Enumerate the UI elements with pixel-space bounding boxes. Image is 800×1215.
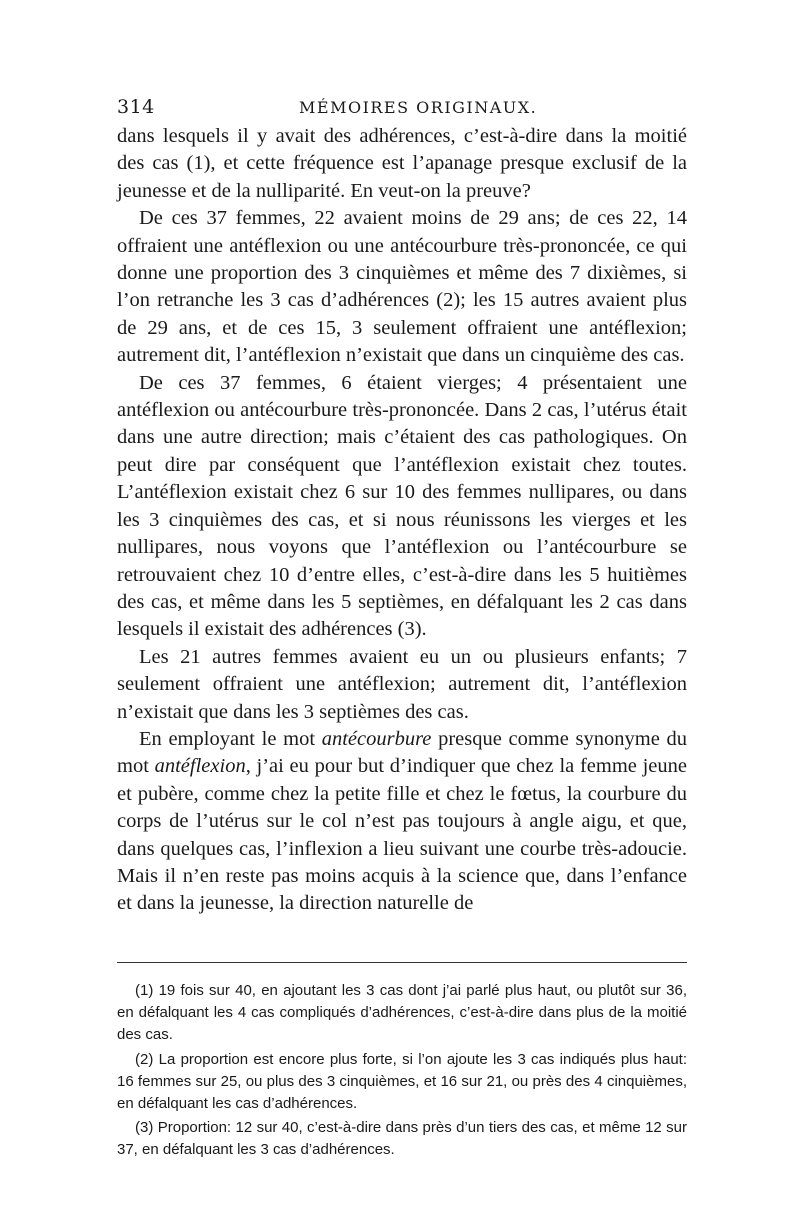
- running-head: MÉMOIRES ORIGINAUX.: [299, 98, 538, 117]
- paragraph-5: [117, 726, 687, 918]
- paragraph-1: [117, 123, 687, 205]
- paragraph-1-text: dans lesquels il y avait des adhérences, c’est-à-dire dans la moitié des cas (1), et cette fréquence est l’apanage presque exclusif de la jeunesse et de la nulliparité. En veut-on la preuve?: [117, 125, 687, 202]
- body-text: [117, 123, 687, 918]
- paragraph-3-text: De ces 37 femmes, 6 étaient vierges; 4 présentaient une antéflexion ou antécourbure très-prononcée. Dans 2 cas, l’utérus était dans une autre direction; mais c’étaient des cas pathologiques. On peut dire par conséquent que l’antéflexion existait chez toutes. L’antéflexion existait chez 6 sur 10 des femmes nullipares, ou dans les 3 cinquièmes des cas, et si nous réunissons les vierges et les nullipares, nous voyons que l’antéflexion ou l’antécourbure se retrouvaient chez 10 d’entre elles, c’est-à-dire dans les 5 huitièmes des cas, et même dans les 5 septièmes, en défalquant les 2 cas dans lesquels il existait des adhérences (3).: [117, 371, 687, 641]
- paragraph-4: [117, 644, 687, 726]
- footnote-2: (2) La proportion est encore plus forte, si l’on ajoute les 3 cas indiqués plus haut: 16 femmes sur 25, ou plus des 3 cinquièmes, et 16 sur 21, ou près des 4 cinquièmes, en défalquant les cas d’adhérences.: [117, 1050, 687, 1113]
- paragraph-5-text-d: , j’ai eu pour but d’indiquer que chez la femme jeune et pubère, comme chez la petite fille et chez le fœtus, la courbure du corps de l’utérus sur le col n’est pas toujours à angle aigu, et que, dans quelques cas, l’inflexion a lieu suivant une courbe très-adoucie. Mais il n’en reste pas moins acquis à la science que, dans l’enfance et dans la jeunesse, la direction naturelle de: [117, 755, 687, 915]
- paragraph-3: [117, 370, 687, 644]
- paragraph-4-text: Les 21 autres femmes avaient eu un ou plusieurs enfants; 7 seulement offraient une antéflexion; autrement dit, l’antéflexion n’existait que dans les 3 septièmes des cas.: [117, 645, 687, 723]
- page-header: [117, 96, 687, 122]
- footnote-3: (3) Proportion: 12 sur 40, c’est-à-dire dans près d’un tiers des cas, et même 12 sur 37, en défalquant les 3 cas d’adhérences.: [117, 1119, 687, 1159]
- footnote-rule: [117, 962, 687, 963]
- paragraph-5-text-b: presque comme synonyme: [431, 727, 660, 750]
- paragraph-2: [117, 205, 687, 369]
- paragraph-2-text: De ces 37 femmes, 22 avaient moins de 29 ans; de ces 22, 14 offraient une antéflexion ou une antécourbure très-prononcée, ce qui donne une proportion des 3 cinquièmes et même des 7 dixièmes, si l’on retranche les 3 cas d’adhérences (2); les 15 autres avaient plus de 29 ans, et de ces 15, 3 seulement offraient une antéflexion; autrement dit, l’antéflexion n’existait que dans un cinquième des cas.: [117, 207, 687, 367]
- page-number: 314: [117, 96, 155, 118]
- paragraph-5-italic-a: antécourbure: [321, 727, 432, 750]
- footnote-1: (1) 19 fois sur 40, en ajoutant les 3 cas dont j’ai parlé plus haut, ou plutôt sur 36, en défalquant les 4 cas compliqués d’adhérences, c’est-à-dire dans plus de la moitié des cas.: [117, 982, 687, 1044]
- paragraph-5-italic-b: antéflexion: [154, 755, 246, 778]
- footnotes: [117, 980, 687, 1164]
- paragraph-5-text-c: du mot: [117, 727, 687, 778]
- paragraph-5-text-a: En employant le mot: [139, 727, 322, 750]
